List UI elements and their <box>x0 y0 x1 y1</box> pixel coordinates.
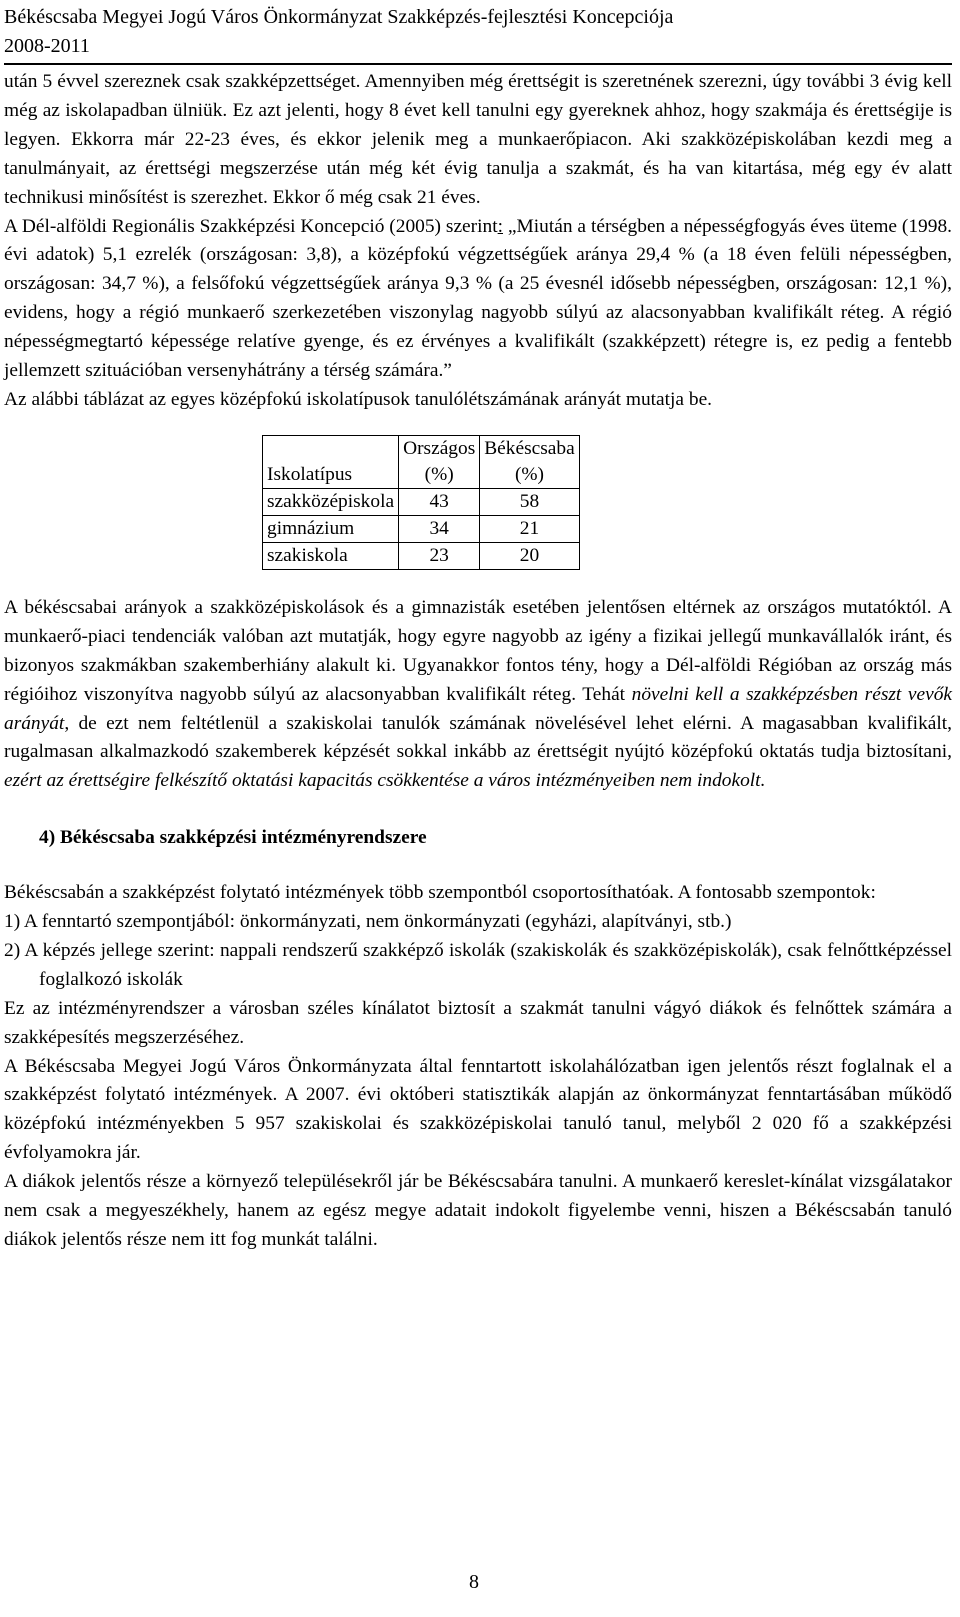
cell-orszagos: 34 <box>399 515 480 542</box>
header-bekescsaba <box>480 435 579 488</box>
paragraph-1: után 5 évvel szereznek csak szakképzettséget. Amennyiben még érettségit is szeretnének szerezni, úgy további 3 évig kell még az iskolapadban ülniük. Ez azt jelenti, hogy 8 évet kell tanulni egy gyereknek ahhoz, hogy szakmája és érettségije is legyen. Ekkorra már 22-23 éves, és ekkor jelenik meg a munkaerőpiacon. Aki szakközépiskolában kezdi meg a tanulmányait, az érettségi megszerzése után még két évig tanulja a szakmát, és ha van kitartása, még egy év alatt technikusi minősítést is szerezhet. Ekkor ő még csak 21 éves. <box>4 71 952 208</box>
header-divider <box>4 63 952 65</box>
page-header <box>4 0 952 61</box>
paragraph-2 <box>4 213 952 386</box>
header-orszagos-label: Országos <box>403 437 476 459</box>
header-orszagos-unit: (%) <box>424 463 454 485</box>
paragraph-5: Békéscsabán a szakképzést folytató intézmények több szempontból csoportosíthatóak. A fontosabb szempontok: <box>4 882 876 904</box>
paragraph-8: A diákok jelentős része a környező településekről jár be Békéscsabára tanulni. A munkaerő kereslet-kínálat vizsgálatakor nem csak a megyeszékhely, hanem az egész megye adatait indokolt figyelembe venni, hiszen a Békéscsabán tanuló diákok jelentős része nem itt fog munkát találni. <box>4 1171 952 1250</box>
paragraph-4-part-a: A békéscsabai arányok a szakközépiskolások és a gimnazisták esetében jelentősen eltérnek az országos mutatóktól. A munkaerő-piaci tendenciák valóban azt mutatják, hogy egyre nagyobb az igény a fizikai jellegű munkavállalók iránt, és bizonyos szakmákban szakemberhiány alakult ki. Ugyanakkor fontos tény, hogy a Dél-alföldi Régióban az ország más régióihoz viszonyítva nagyobb súlyú az alacsonyabban kvalifikált réteg. Tehát <box>4 596 952 705</box>
cell-type: gimnázium <box>263 515 399 542</box>
table-row <box>263 515 580 542</box>
header-bekescsaba-unit: (%) <box>514 463 545 485</box>
header-bekescsaba-label: Békéscsaba <box>484 437 575 459</box>
header-iskolatipus: Iskolatípus <box>263 435 399 488</box>
ratio-table-wrapper <box>4 435 952 570</box>
cell-orszagos: 23 <box>399 542 480 569</box>
list-item-1: 1) A fenntartó szempontjából: önkormányzati, nem önkormányzati (egyházi, alapítványi, stb.) <box>4 911 732 933</box>
table-row <box>263 488 580 515</box>
document-body <box>4 68 952 1255</box>
cell-bekescsaba: 20 <box>480 542 579 569</box>
paragraph-2-intro: A Dél-alföldi Regionális Szakképzési Koncepció (2005) szerint <box>4 215 498 237</box>
list-item-2: 2) A képzés jellege szerint: nappali rendszerű szakképző iskolák (szakiskolák és szakközépiskolák), csak felnőttképzéssel foglalkozó iskolák <box>4 939 952 990</box>
paragraph-4-part-b: , de ezt nem feltétlenül a szakiskolai tanulók számának növelésével lehet elérni. A magasabban kvalifikált, rugalmasan alkalmazkodó szakemberek képzését sokkal inkább az érettségit nyújtó középfokú oktatás tudja biztosítani, <box>4 712 952 763</box>
paragraph-3: Az alábbi táblázat az egyes középfokú iskolatípusok tanulólétszámának arányát mutatja be. <box>4 388 713 410</box>
cell-type: szakiskola <box>263 542 399 569</box>
paragraph-4-emphasis-2: ezért az érettségire felkészítő oktatási kapacitás csökkentése a város intézményeiben nem indokolt. <box>4 770 766 792</box>
paragraph-4-emphasis-1: növelni kell a szakképzésben részt vevők arányát <box>4 683 952 734</box>
paragraph-6: Ez az intézményrendszer a városban széles kínálatot biztosít a szakmát tanulni vágyó diákok és felnőttek számára a szakképesítés megszerzéséhez. <box>4 997 952 1048</box>
cell-orszagos: 43 <box>399 488 480 515</box>
paragraph-4 <box>4 594 952 796</box>
table-header-row <box>263 435 580 488</box>
paragraph-2-colon: : <box>497 215 503 237</box>
paragraph-2-quote: „Miután a térségben a népességfogyás éves üteme (1998. évi adatok) 5,1 ezrelék (országosan: 3,8), a középfokú végzettségűek aránya 29,4 % (a 18 éven felüli népességben, országosan: 34,7 %), a felsőfokú végzettségűek aránya 9,3 % (a 25 évesnél idősebb népességben, országosan: 12,1 %), evidens, hogy a régió munkaerő szerkezetében viszonylag nagyobb súlyú az alacsonyabban kvalifikált réteg. A régió népességmegtartó képessége relatíve gyenge, és ez érvényes a kvalifikált (szakképzett) rétegre is, ez pedig a fentebb jellemzett szituációban versenyhátrány a térség számára.” <box>4 215 952 382</box>
cell-bekescsaba: 58 <box>480 488 579 515</box>
section-heading: 4) Békéscsaba szakképzési intézményrendszere <box>39 827 427 849</box>
ratio-table <box>262 435 580 570</box>
paragraph-7: A Békéscsaba Megyei Jogú Város Önkormányzata által fenntartott iskolahálózatban igen jelentős részt foglalnak el a szakképzést folytató intézmények. A 2007. évi októberi statisztikák alapján az önkormányzat fenntartásában működő középfokú intézményekben 5 957 szakiskolai és szakközépiskolai tanuló tanul, melyből 2 020 fő a szakképzési évfolyamokra jár. <box>4 1055 952 1164</box>
table-row <box>263 542 580 569</box>
cell-type: szakközépiskola <box>263 488 399 515</box>
cell-bekescsaba: 21 <box>480 515 579 542</box>
header-years: 2008-2011 <box>4 35 90 57</box>
header-title: Békéscsaba Megyei Jogú Város Önkormányzat Szakképzés-fejlesztési Koncepciója <box>4 6 674 28</box>
page-number: 8 <box>469 1571 479 1593</box>
header-orszagos <box>399 435 480 488</box>
